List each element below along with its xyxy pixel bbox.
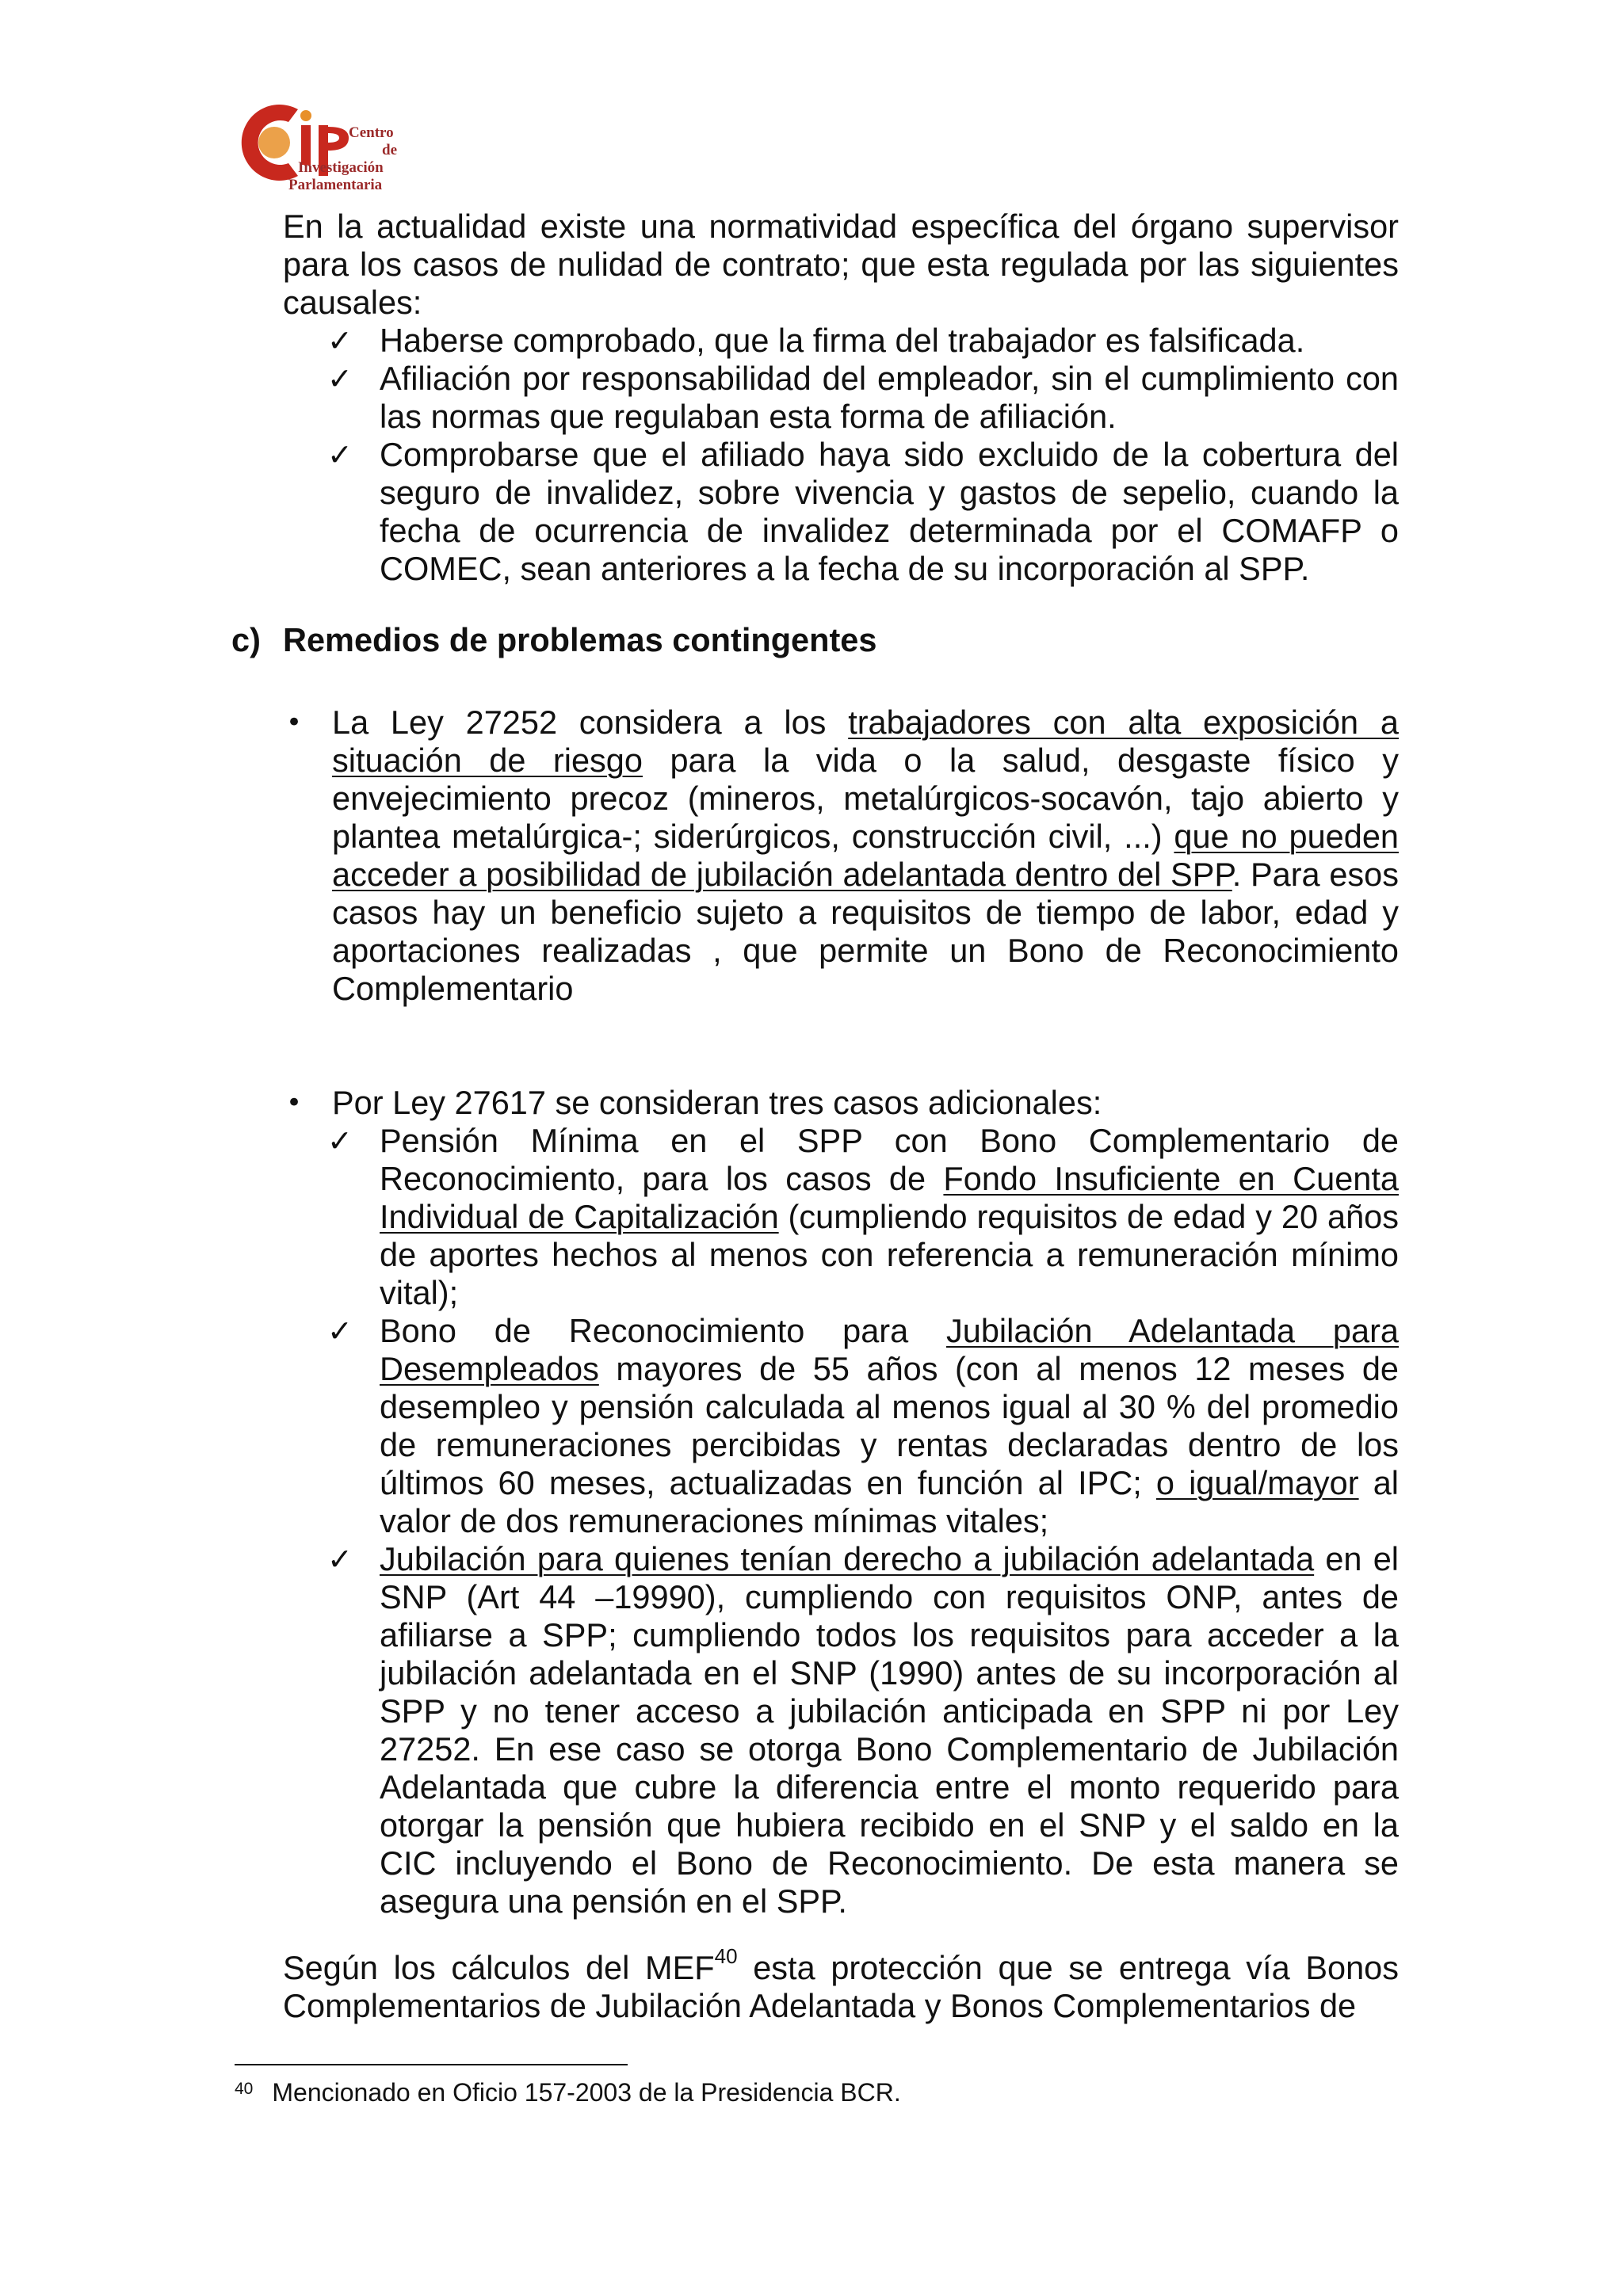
text-run: Según los cálculos del MEF (283, 1949, 715, 1986)
footnote-divider (235, 2064, 628, 2065)
check-icon: ✓ (327, 1314, 353, 1348)
text-run: al valor de dos remuneraciones mínimas vitales; (380, 1464, 1399, 1539)
text-run: para la vida o la salud, desgaste físico y envejecimiento precoz (mineros, metalúrgicos-socavón, tajo abierto y plantea metalúrgica-; siderúrgicos, construcción civil, ...) (332, 742, 1399, 855)
closing-block (283, 1944, 1399, 2025)
section-title: Remedios de problemas contingentes (283, 621, 877, 658)
footnote-text: Mencionado en Oficio 157-2003 de la Presidencia BCR. (272, 2078, 901, 2107)
causales-list (283, 322, 1399, 588)
text-run: . Para esos casos hay un beneficio sujeto a requisitos de tiempo de labor, edad y aportaciones realizadas , que permite un Bono de Reconocimiento Complementario (332, 856, 1399, 1007)
causal-text: Comprobarse que el afiliado haya sido excluido de la cobertura del seguro de invalidez, sobre vivencia y gastos de sepelio, cuando la fecha de ocurrencia de invalidez determinada por el COMAFP o COMEC, sean anteriores a la fecha de su incorporación al SPP. (380, 436, 1399, 587)
underlined-text: o igual/mayor (1155, 1464, 1359, 1501)
cip-logo (236, 93, 411, 201)
list-item (327, 1122, 1399, 1312)
bullet-icon: • (286, 1087, 303, 1119)
bullet-item (283, 1084, 1399, 1920)
text-run: (cumpliendo requisitos de edad y 20 años de aportes hechos al menos con referencia a remuneración mínimo vital); (380, 1198, 1399, 1311)
check-icon: ✓ (327, 437, 353, 472)
text-run: Pensión Mínima en el SPP con Bono Complementario de Reconocimiento, para los casos de (380, 1122, 1399, 1197)
list-item (327, 1312, 1399, 1540)
bullet-intro: Por Ley 27617 se consideran tres casos adicionales: (332, 1084, 1102, 1121)
footnote-number: 40 (235, 2080, 254, 2098)
underlined-text: Jubilación para quienes tenían derecho a jubilación adelantada (380, 1540, 1315, 1577)
check-icon: ✓ (327, 323, 353, 358)
logo-line-1: Centro (349, 124, 394, 141)
underlined-text: que no pueden acceder a posibilidad de jubilación adelantada dentro del SPP (332, 818, 1399, 893)
intro-block (283, 208, 1399, 588)
causal-text: Afiliación por responsabilidad del empleador, sin el cumplimiento con las normas que regulaban esta forma de afiliación. (380, 360, 1399, 435)
footnote (235, 2077, 901, 2107)
causal-text: Haberse comprobado, que la firma del trabajador es falsificada. (380, 322, 1305, 359)
text-run: La Ley 27252 considera a los (332, 704, 849, 741)
check-icon: ✓ (327, 361, 353, 396)
intro-paragraph: En la actualidad existe una normatividad específica del órgano supervisor para los casos de nulidad de contrato; que esta regulada por las siguientes causales: (283, 208, 1399, 321)
list-item (327, 1540, 1399, 1920)
bullet-icon: • (286, 707, 303, 738)
bullet-item (283, 704, 1399, 1008)
bullet-block-2 (283, 1084, 1399, 1920)
underlined-text: Fondo Insuficiente en Cuenta Individual de Capitalización (380, 1160, 1399, 1235)
footnote-reference[interactable]: 40 (714, 1944, 738, 1968)
logo-line-3: Investigación (298, 159, 384, 176)
text-run: en el SNP (Art 44 –19990), cumpliendo con requisitos ONP, antes de afiliarse a SPP; cumpliendo todos los requisitos para acceder a la jubilación adelantada en el SNP (1990) antes de su incorporación al SPP y no tener acceso a jubilación anticipada en SPP ni por Ley 27252. En ese caso se otorga Bono Complementario de Jubilación Adelantada que cubre la diferencia entre el monto requerido para otorgar la pensión que hubiera recibido en el SNP y el saldo en la CIC incluyendo el Bono de Reconocimiento. De esta manera se asegura una pensión en el SPP. (380, 1540, 1399, 1920)
underlined-text: Jubilación Adelantada para Desempleados (380, 1312, 1399, 1387)
logo-line-4: Parlamentaria (288, 177, 383, 193)
bullet-block-1 (283, 704, 1399, 1008)
list-item (283, 360, 1399, 436)
check-icon: ✓ (327, 1123, 353, 1158)
check-icon: ✓ (327, 1542, 353, 1577)
text-run: esta protección que se entrega vía Bonos Complementarios de Jubilación Adelantada y Bonos Complementarios de (283, 1949, 1399, 2024)
section-heading (231, 621, 876, 659)
section-label: c) (231, 621, 261, 658)
underlined-text: trabajadores con alta exposición a situación de riesgo (332, 704, 1399, 779)
text-run: mayores de 55 años (con al menos 12 meses de desempleo y pensión calculada al menos igual al 30 % del promedio de remuneraciones percibidas y rentas declaradas dentro de los últimos 60 meses, actualizadas en función al IPC; (380, 1350, 1399, 1501)
list-item (283, 436, 1399, 588)
list-item (283, 322, 1399, 360)
casos-list (327, 1122, 1399, 1920)
text-run: Bono de Reconocimiento para (380, 1312, 947, 1349)
logo-line-2: de (382, 142, 397, 158)
closing-paragraph (283, 1944, 1399, 2025)
